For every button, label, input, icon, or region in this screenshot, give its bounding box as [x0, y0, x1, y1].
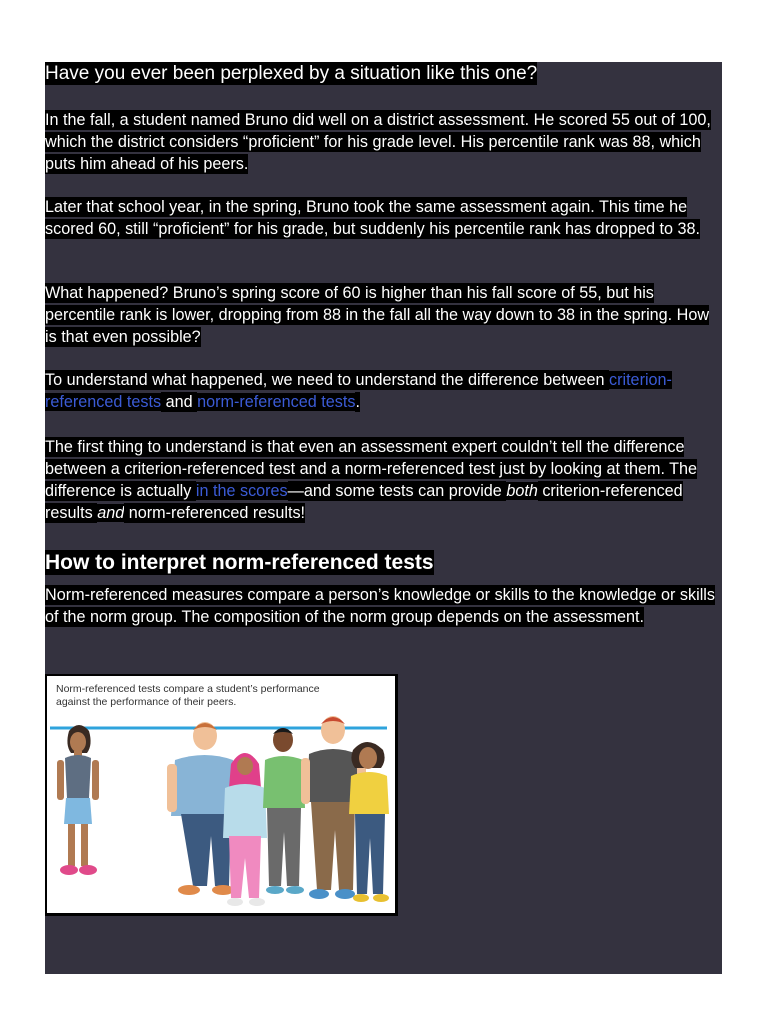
document-page [45, 62, 722, 974]
paragraph-first-thing: The first thing to understand is that even an assessment expert couldn’t tell the difference between a criterion-referenced test and a norm-referenced test just by looking at them. The difference is actually in the scores—and some tests can provide both criterion-referenced results and norm-referenced results! [45, 438, 698, 522]
paragraph-understand-difference: To understand what happened, we need to understand the difference between criterion-referenced tests and norm-referenced tests. [45, 371, 672, 411]
link-criterion-referenced-tests[interactable]: criterion-referenced tests [45, 371, 672, 411]
students-illustration [47, 676, 395, 913]
student-figure [349, 742, 389, 902]
link-in-the-scores[interactable]: in the scores [195, 482, 288, 500]
paragraph-norm-measures: Norm-referenced measures compare a person’s knowledge or skills to the knowledge or skills of the norm group. The composition of the norm group depends on the assessment. [45, 586, 715, 626]
heading-norm-referenced: How to interpret norm-referenced tests [45, 551, 434, 574]
link-norm-referenced-tests[interactable]: norm-referenced tests [197, 393, 356, 411]
student-figure [263, 728, 305, 894]
paragraph-fall-score: In the fall, a student named Bruno did well on a district assessment. He scored 55 out of 100, which the district considers “proficient” for his grade level. His percentile rank was 88, which puts him ahead of his peers. [45, 111, 711, 173]
figure-caption: Norm-referenced tests compare a student’s performance against the performance of their peers. [56, 683, 320, 708]
heading-perplexed: Have you ever been perplexed by a situation like this one? [45, 63, 538, 84]
norm-referenced-illustration [45, 674, 398, 916]
student-figure [57, 725, 99, 875]
paragraph-spring-score: Later that school year, in the spring, Bruno took the same assessment again. This time he scored 60, still “proficient” for his grade, but suddenly his percentile rank has dropped to 38. [45, 198, 701, 238]
paragraph-what-happened: What happened? Bruno’s spring score of 60 is higher than his fall score of 55, but his percentile rank is lower, dropping from 88 in the fall all the way down to 38 in the spring. How is that even possible? [45, 284, 710, 346]
